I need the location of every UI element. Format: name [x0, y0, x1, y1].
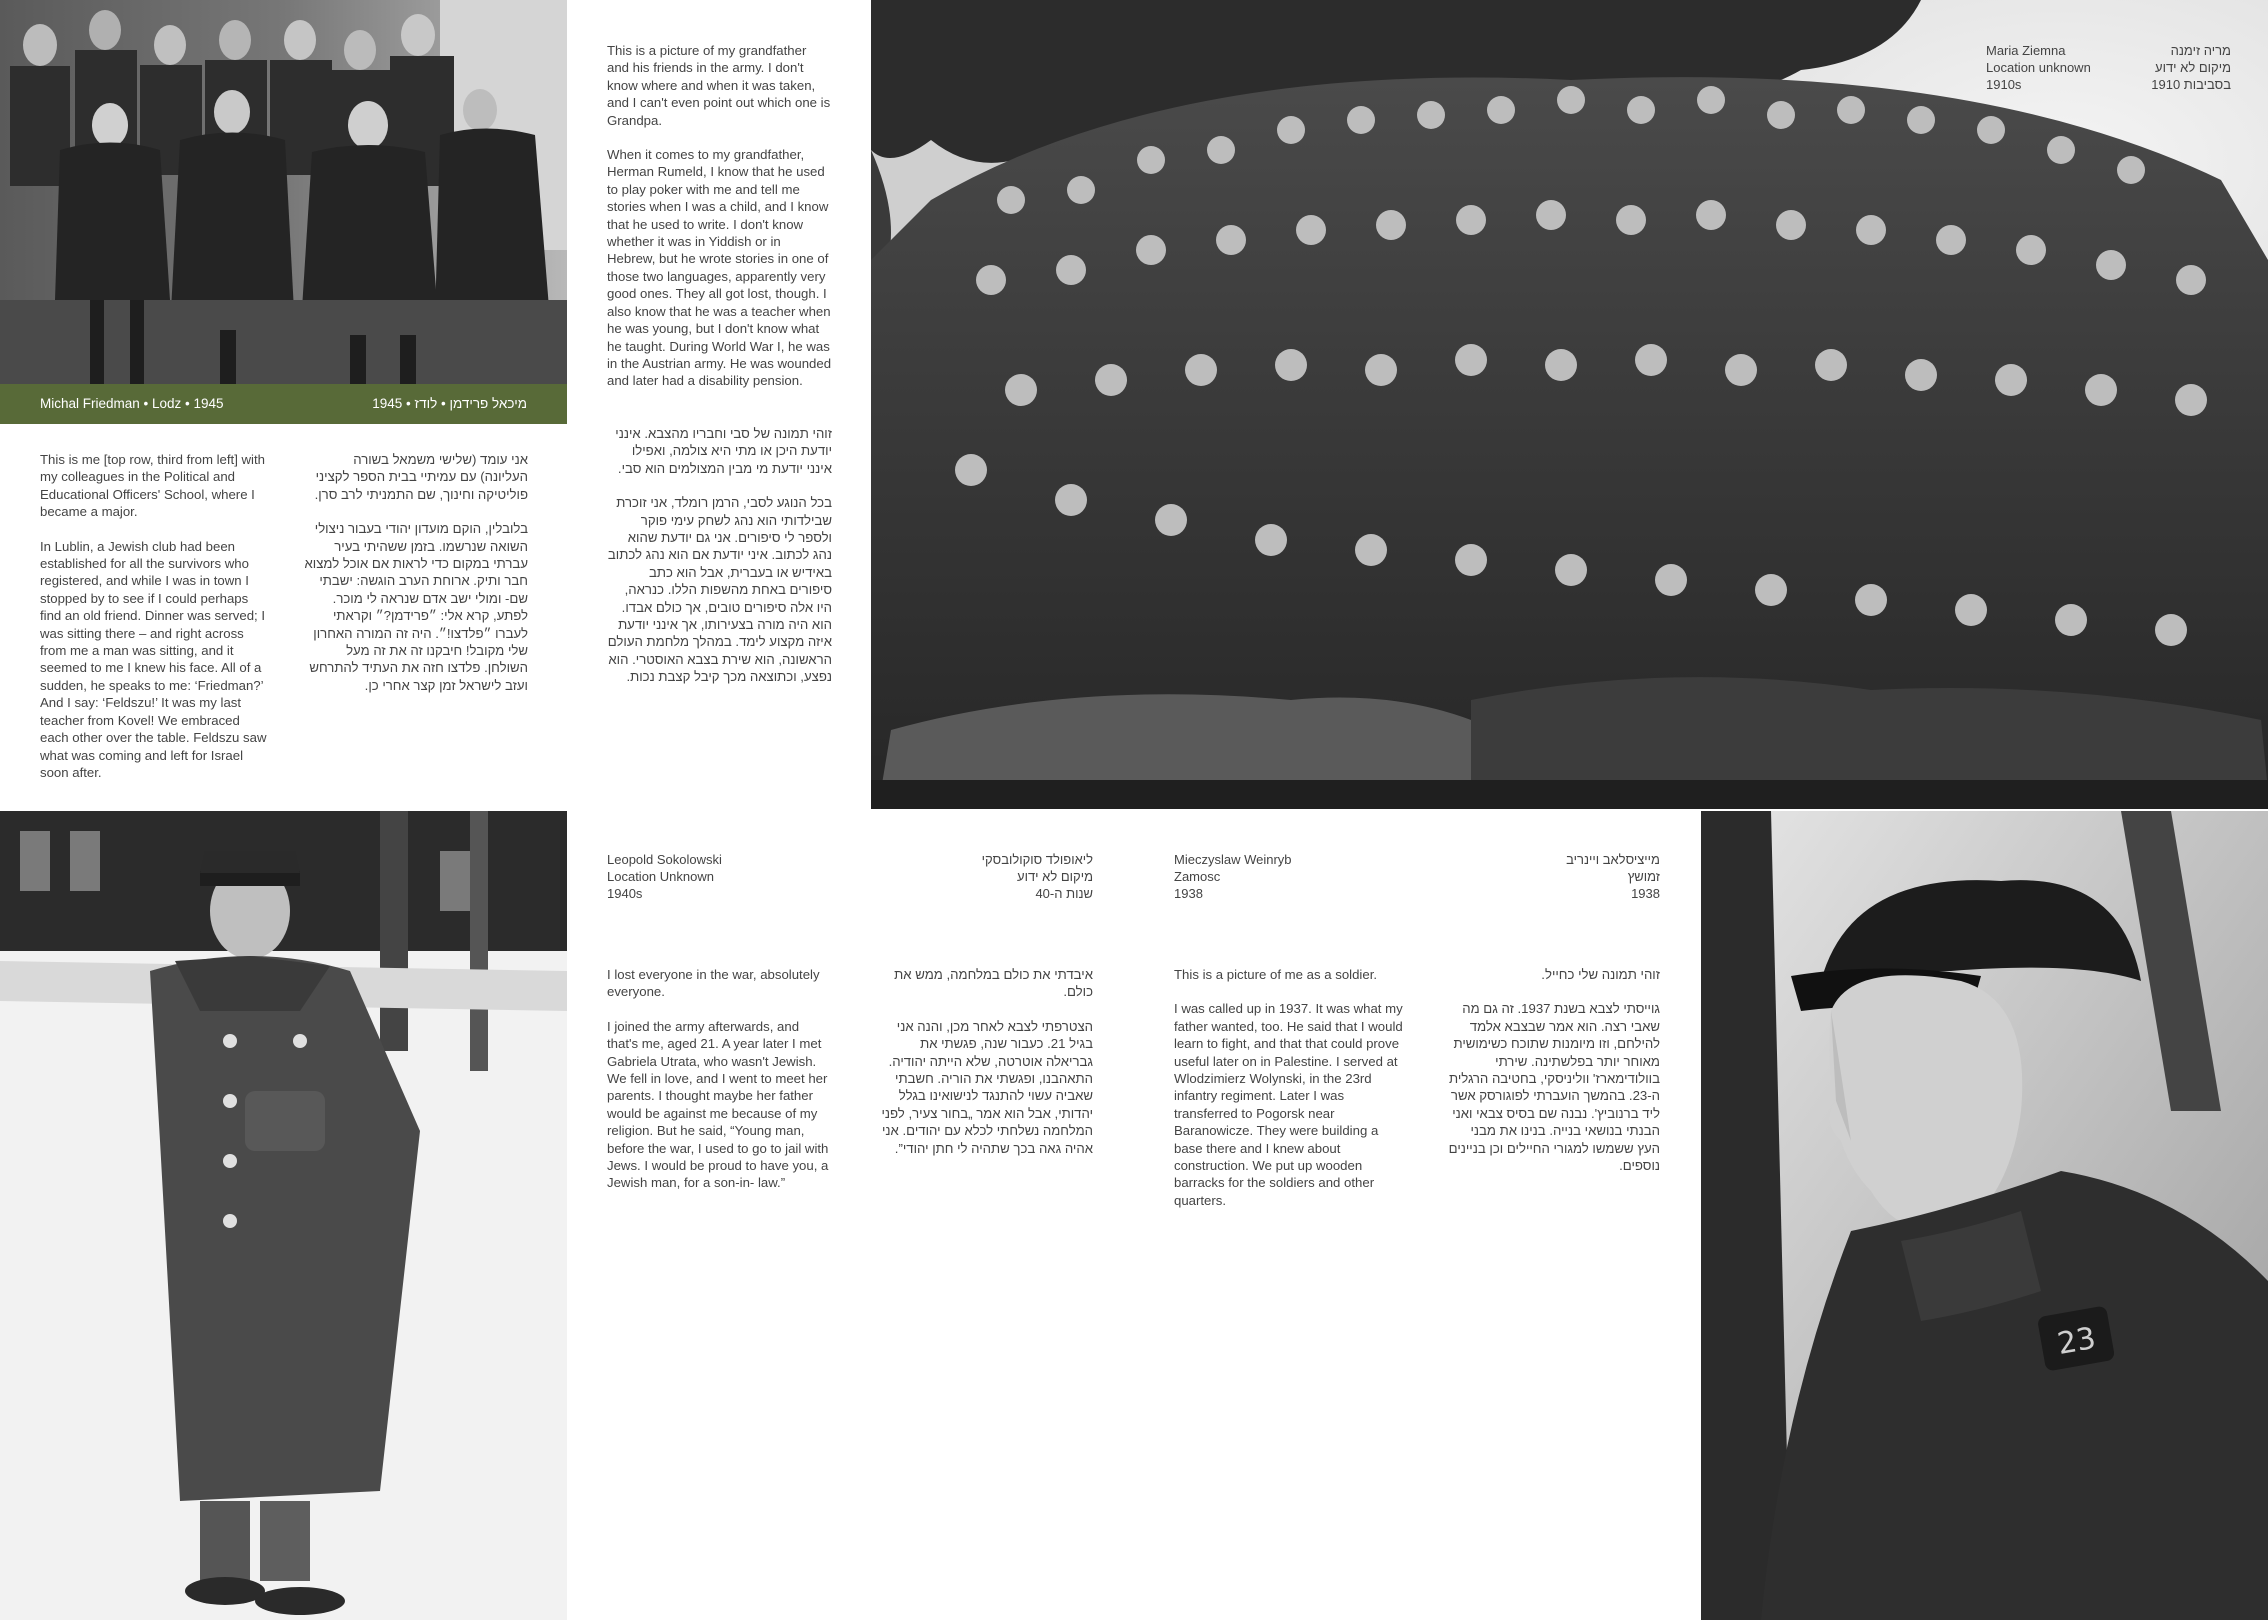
sokolowski-caption-en [607, 851, 757, 903]
friedman-caption-he: מיכאל פרידמן • לודז • 1945 [372, 396, 527, 411]
sokolowski-story-en [607, 966, 832, 1209]
caption-location: Location unknown [1986, 60, 2091, 76]
caption-location: זמושץ [1627, 869, 1660, 885]
sokolowski-story-he [870, 966, 1093, 1174]
weinryb-story-en [1174, 966, 1404, 1226]
caption-date: שנות ה-40 [1035, 886, 1093, 902]
paragraph: זוהי תמונה שלי כחייל. [1541, 967, 1660, 982]
paragraph: This is a picture of my grandfather and his friends in the army. I don't know where and when it was taken, and I can't even point out which one is Grandpa. [607, 43, 831, 128]
photo-army-group [871, 0, 2268, 809]
caption-name: מייציסלאב ויינריב [1566, 852, 1660, 867]
weinryb-caption-en [1174, 851, 1324, 903]
photo-weinryb [1701, 811, 2268, 1620]
caption-date: 1938 [1174, 886, 1203, 902]
weinryb-story-he [1445, 966, 1660, 1191]
caption-name: Mieczyslaw Weinryb [1174, 852, 1292, 867]
friedman-caption-en: Michal Friedman • Lodz • 1945 [40, 396, 224, 411]
caption-date: בסביבות 1910 [2151, 77, 2231, 93]
caption-date: 1940s [607, 886, 643, 902]
paragraph: זוהי תמונה של סבי וחבריו מהצבא. אינני יודעת היכן או מתי היא צולמה, ואפילו אינני יודעת מי מבין המצולמים הוא סבי. [615, 426, 832, 476]
group-photo-illustration [0, 0, 567, 384]
paragraph: This is me [top row, third from left] with my colleagues in the Political and Educational Officers' School, where I became a major. [40, 452, 265, 520]
caption-date: 1910s [1986, 77, 2022, 93]
paragraph: גוייסתי לצבא בשנת 1937. זה גם מה שאבי רצה. הוא אמר שבצבא אלמד להילחם, וזו מיומנות שתוכח כשימושית מאוחר יותר בפלשתינה. שירתי בוולודימארז' ווליניסקי, בחטיבה הרגלית ה-23. בהמשך הועברתי לפוגורסק אשר ליד ברנוביץ'. נבנה שם בסיס צבאי ואני הבנתי בנושאי בנייה. בנינו את מבני העץ ששמשו למגורי החיילים וכן בניינים נוספים. [1448, 1001, 1660, 1174]
caption-name: מריה זימנה [2170, 43, 2231, 58]
caption-location: Zamosc [1174, 869, 1221, 885]
friedman-caption-bar [0, 384, 567, 424]
collar-badge-number: 23 [2054, 1320, 2099, 1362]
paragraph: I lost everyone in the war, absolutely everyone. [607, 967, 820, 1000]
caption-location: מיקום לא ידוע [1017, 869, 1093, 885]
weinryb-caption-he [1480, 851, 1660, 903]
caption-name: Maria Ziemna [1986, 43, 2066, 58]
grandfather-story-he [607, 425, 832, 703]
paragraph: בלובלין, הוקם מועדון יהודי בעבור ניצולי השואה שנרשמו. בזמן ששהיתי בעיר עברתי במקום כדי לראות אם אוכל למצוא חבר ותיק. ארוחת הערב הוגשה: ישבתי שם- ומולי ישב אדם שנראה לי מוכר. לפתע, קרא אלי: ״פרידמן?״ וקראתי לעברו ״פלדצו!״. היה זה המורה האחרון שלי מקובל! חיבקנו זה את זה מעל השולחן. פלדצו חזה את העתיד להתרחש ועזב לישראל זמן קצר אחרי כן. [304, 521, 528, 693]
caption-date: 1938 [1631, 886, 1660, 902]
paragraph: בכל הנוגע לסבי, הרמן רומלד, אני זוכרת שבילדותי הוא נהג לשחק עימי פוקר ולספר לי סיפורים. אני גם יודעת שהוא נהג לכתוב. איני יודעת אם הוא נהג לכתוב באידיש או בעברית, אבל הוא כתב סיפורים באחת מהשפות הללו. כנראה, היו אלה סיפורים טובים, אך כולם אבדו. הוא היה מורה בצעירותו, אך אינני יודעת איזה מקצוע לימד. במהלך מלחמת העולם הראשונה, הוא שירת בצבא האוסטרי. הוא נפצע, וכתוצאה מכך קיבל קצבת נכות. [607, 495, 832, 685]
friedman-story-he [303, 451, 528, 711]
paragraph: I joined the army afterwards, and that's me, aged 21. A year later I met Gabriela Utrata, who wasn't Jewish. We fell in love, and I went to meet her parents. I thought maybe her father would be against me because of my religion. But he said, “Young man, before the war, I used to go to jail with Jews. I would be proud to have you, a Jewish man, for a son-in- law.” [607, 1018, 829, 1191]
caption-name: Leopold Sokolowski [607, 852, 722, 867]
weinryb-portrait-illustration [1701, 811, 2268, 1620]
paragraph: This is a picture of me as a soldier. [1174, 967, 1378, 982]
photo-friedman-group [0, 0, 567, 384]
paragraph: In Lublin, a Jewish club had been established for all the survivors who registered, and while I was in town I stopped by to see if I could perhaps find an old friend. Dinner was served; I was sitting there – and right across from me a man was sitting, and it seemed to me I knew his face. All of a sudden, he speaks to me: ‘Friedman?’ And I say: ‘Feldszu!’ It was my last teacher from Kovel! We embraced each other over the table. Feldszu saw what was coming and left for Israel soon after. [40, 538, 267, 780]
paragraph: איבדתי את כולם במלחמה, ממש את כולם. [894, 967, 1093, 1000]
paragraph: הצטרפתי לצבא לאחר מכן, והנה אני בגיל 21. כעבור שנה, פגשתי את גבריאלה אוטרטה, שלא הייתה יהודיה. התאהבנו, ופגשתי את הוריה. חשבתי שאביה עשוי להתנגד לנישואינו בגלל יהדותי, אבל הוא אמר „בחור צעיר, לפני המלחמה נשלחתי לכלא עם יהודים. אני אהיה גאה בכך שתהיה לי חתן יהודי”. [881, 1018, 1093, 1156]
caption-location: Location Unknown [607, 869, 714, 885]
caption-name: ליאופולד סוקולובסקי [981, 852, 1093, 867]
grandfather-story-en [607, 42, 832, 407]
army-group-illustration [871, 0, 2268, 809]
photo-sokolowski [0, 811, 567, 1620]
ziemna-caption-he [2111, 42, 2231, 94]
sokolowski-illustration [0, 811, 567, 1620]
ziemna-caption-en [1986, 42, 2106, 94]
sokolowski-caption-he [910, 851, 1093, 903]
friedman-story-en [40, 451, 270, 798]
paragraph: When it comes to my grandfather, Herman Rumeld, I know that he used to play poker with me and tell me stories when I was a child, and I know that he used to write. I don't know whether it was in Yiddish or in Hebrew, but he wrote stories in one of those two languages, apparently very good ones. They all got lost, though. I also know that he was a teacher when he was young, but I don't know what he taught. During World War I, he was in the Austrian army. He was wounded and later had a disability pension. [607, 147, 832, 389]
caption-location: מיקום לא ידוע [2155, 60, 2231, 76]
paragraph: I was called up in 1937. It was what my father wanted, too. He said that I would learn to fight, and that that could prove useful later on in Palestine. I served at Wlodzimierz Wolynski, in the 23rd infantry regiment. Later I was transferred to Pogorsk near Baranowicze. They were building a base there and I knew about construction. We put up wooden barracks for the soldiers and other quarters. [1174, 1001, 1403, 1208]
paragraph: אני עומד (שלישי משמאל בשורה העליונה) עם עמיתיי בבית הספר לקציני פוליטיקה וחינוך, שם התמניתי לרב סרן. [314, 452, 528, 502]
